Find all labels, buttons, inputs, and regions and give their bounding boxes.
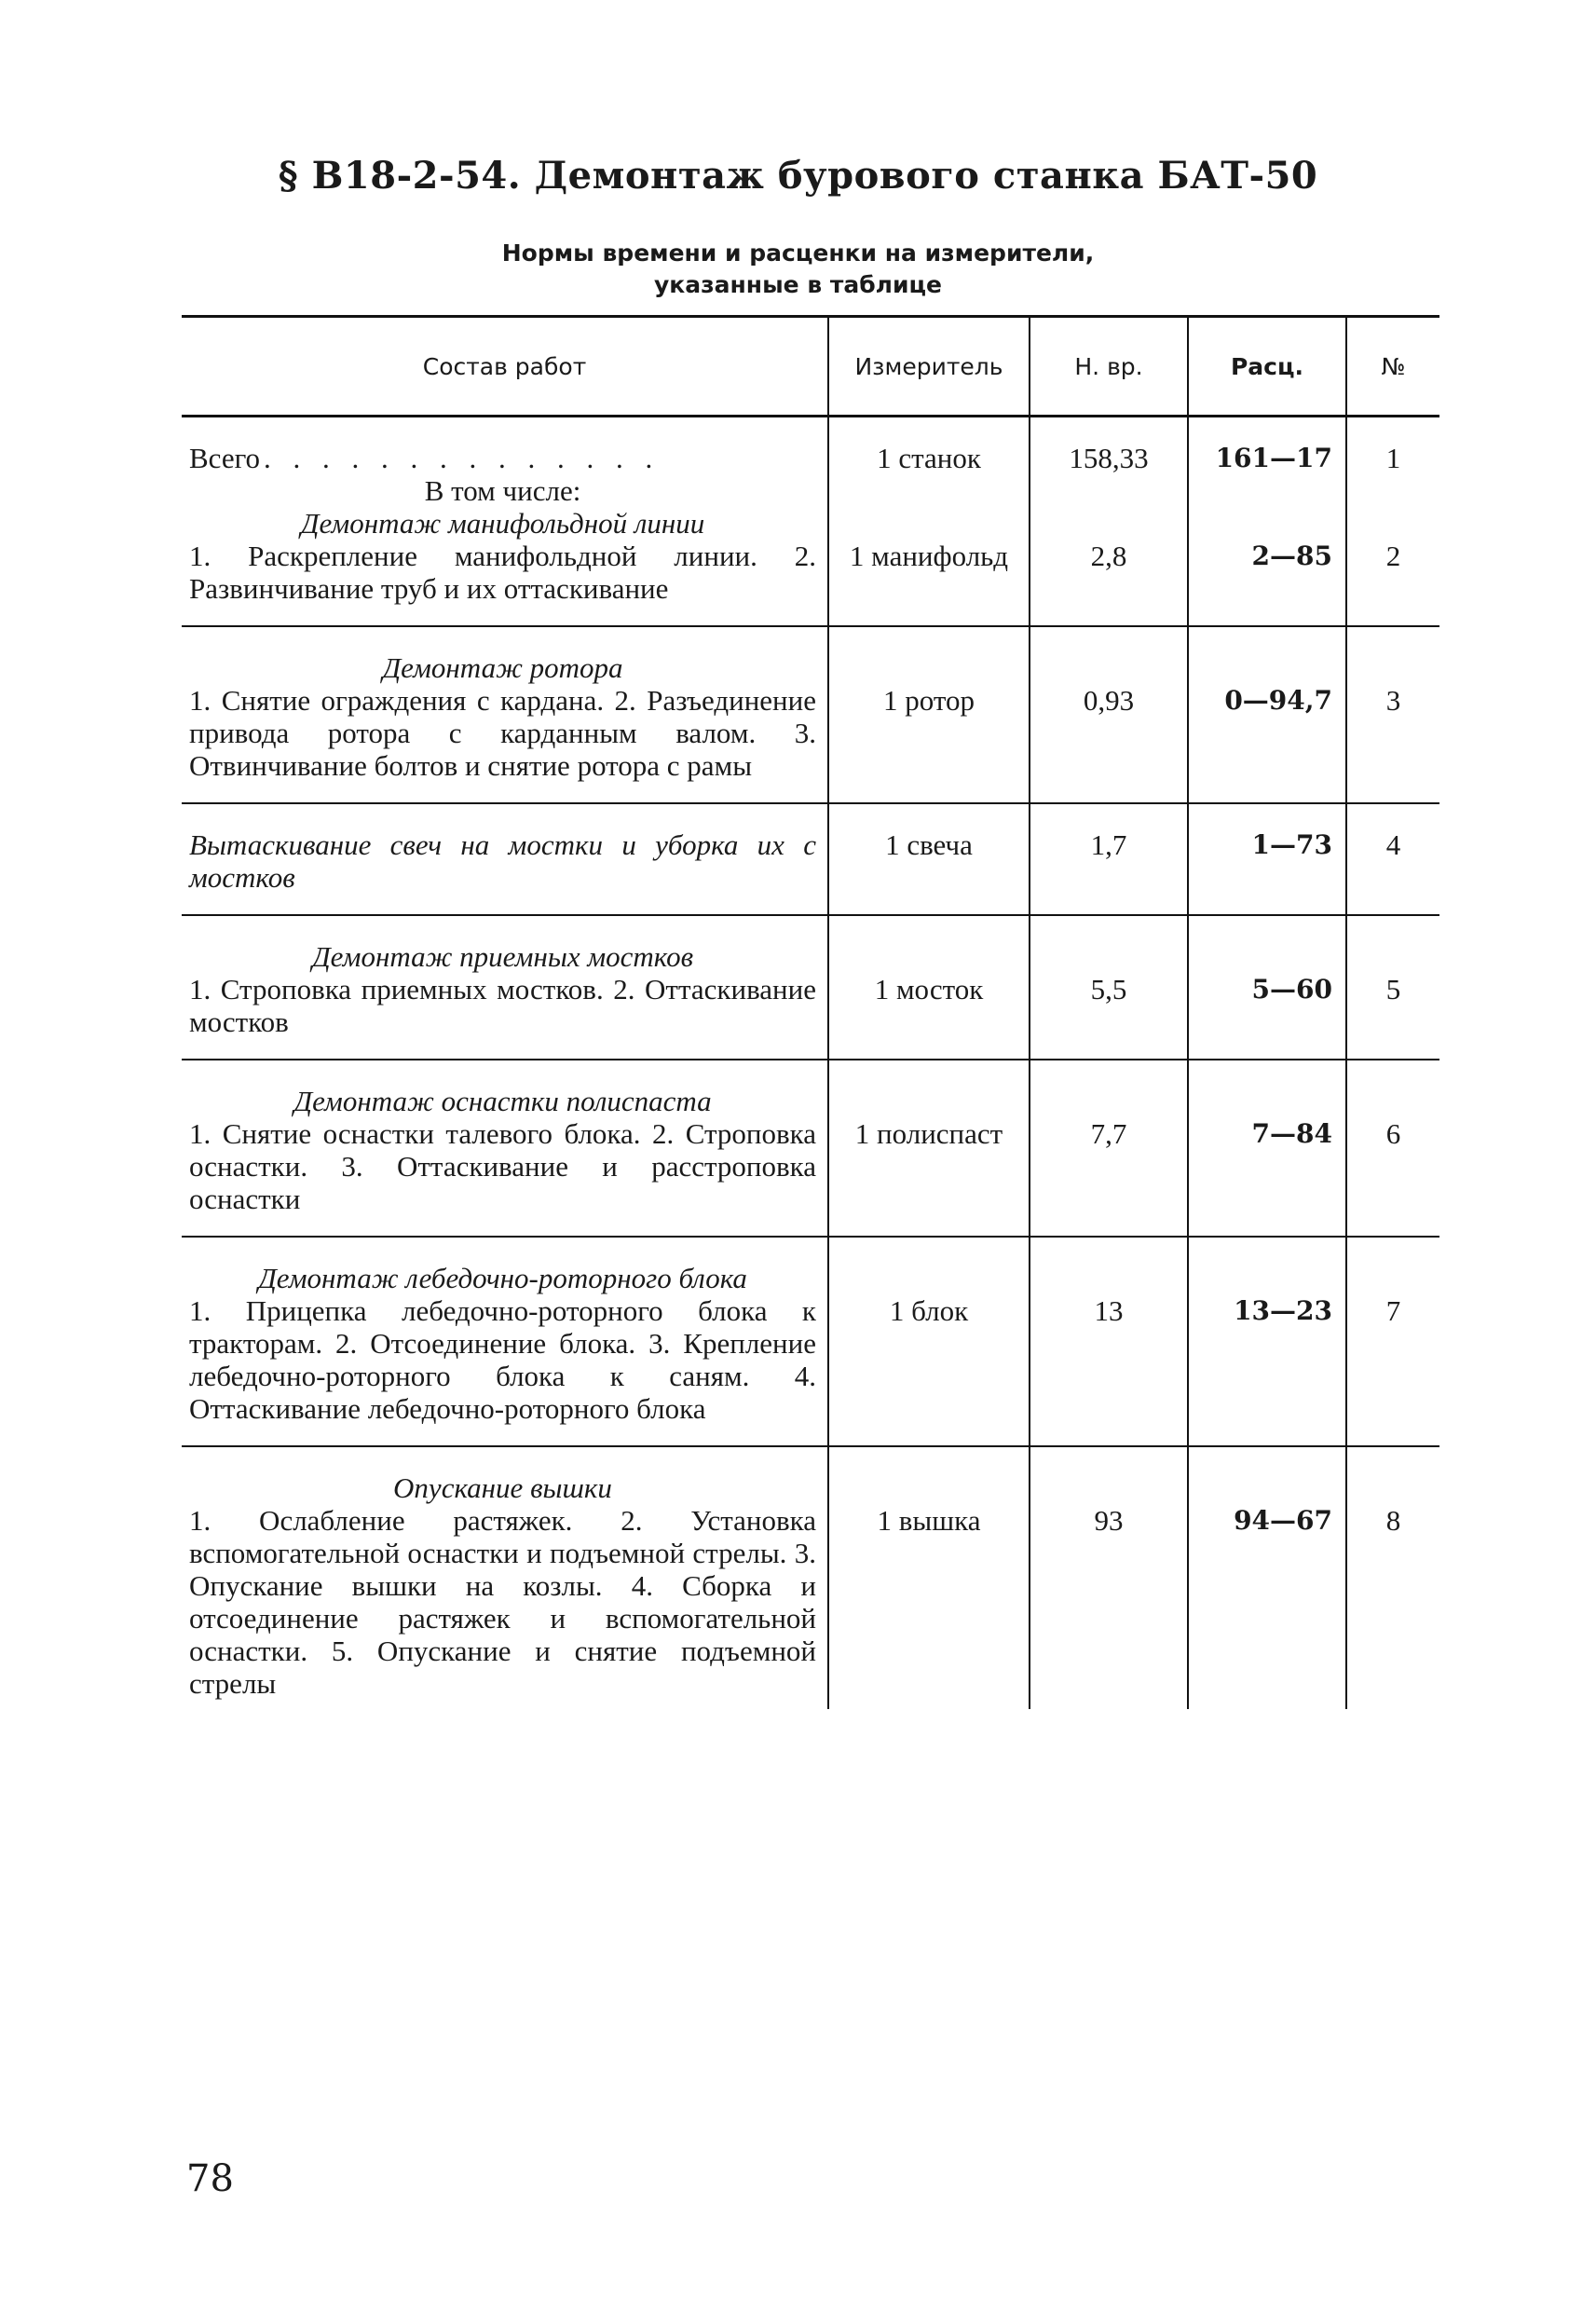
row-number-value: 6 bbox=[1385, 1117, 1401, 1150]
table-row bbox=[182, 915, 1439, 1060]
time-norm-cell bbox=[1030, 1446, 1188, 1709]
work-heading: Демонтаж лебедочно-роторного блока bbox=[258, 1262, 747, 1294]
measure-value: 1 ротор bbox=[883, 684, 975, 717]
row-number-cell bbox=[1346, 1446, 1439, 1709]
rate-value: 13—23 bbox=[1234, 1295, 1332, 1326]
rate-cell bbox=[1188, 1060, 1346, 1237]
table-row bbox=[182, 540, 1439, 626]
measure-value: 1 полиспаст bbox=[854, 1117, 1003, 1150]
row-number-cell bbox=[1346, 626, 1439, 803]
rate-cell: 2—85 bbox=[1188, 540, 1346, 626]
table-row-total bbox=[182, 417, 1439, 540]
measure-value: 1 блок bbox=[889, 1294, 969, 1327]
work-heading: Демонтаж манифольдной линии bbox=[300, 507, 705, 540]
work-heading: Опускание вышки bbox=[393, 1471, 612, 1504]
work-description: 1. Строповка приемных мостков. 2. Оттаскивание мостков bbox=[189, 973, 816, 1038]
work-heading: Демонтаж оснастки полиспаста bbox=[293, 1085, 712, 1117]
measure-value: 1 вышка bbox=[877, 1504, 981, 1537]
work-description: 1. Прицепка лебедочно-роторного блока к тракторам. 2. Отсоединение блока. 3. Крепление лебедочно-роторного блока к саням. 4. Оттаскивание лебедочно-роторного блока bbox=[189, 1294, 816, 1425]
work-heading: Демонтаж приемных мостков bbox=[311, 940, 694, 973]
row-number-cell bbox=[1346, 915, 1439, 1060]
time-norm-cell bbox=[1030, 1237, 1188, 1446]
time-norm-value: 93 bbox=[1094, 1504, 1124, 1537]
header-time-norm: Н. вр. bbox=[1030, 317, 1188, 417]
time-norm-cell bbox=[1030, 915, 1188, 1060]
table-row bbox=[182, 1237, 1439, 1446]
measure-cell bbox=[828, 626, 1030, 803]
work-cell bbox=[182, 1446, 828, 1709]
rate-value: 5—60 bbox=[1251, 974, 1332, 1005]
work-cell bbox=[182, 803, 828, 915]
table-header bbox=[182, 317, 1439, 417]
work-heading: Вытаскивание свеч на мостки и уборка их с мостков bbox=[189, 828, 816, 894]
time-norm-value: 5,5 bbox=[1090, 973, 1127, 1006]
header-number: № bbox=[1346, 317, 1439, 417]
row-number-cell: 1 bbox=[1346, 417, 1439, 540]
time-norm-value: 13 bbox=[1094, 1294, 1124, 1327]
work-cell bbox=[182, 1060, 828, 1237]
work-cell: 1. Раскрепление манифольдной линии. 2. Развинчивание труб и их оттаскивание bbox=[182, 540, 828, 626]
measure-cell bbox=[828, 1060, 1030, 1237]
work-cell bbox=[182, 417, 828, 540]
header-rate: Расц. bbox=[1188, 317, 1346, 417]
row-number-value: 7 bbox=[1385, 1294, 1401, 1327]
time-norm-value: 7,7 bbox=[1090, 1117, 1127, 1150]
measure-cell bbox=[828, 1237, 1030, 1446]
header-measure: Измеритель bbox=[828, 317, 1030, 417]
leader-dots: . . . . . . . . . . . . . . bbox=[264, 442, 661, 474]
rate-cell bbox=[1188, 1237, 1346, 1446]
row-number-cell: 2 bbox=[1346, 540, 1439, 626]
work-description: 1. Снятие ограждения с кардана. 2. Разъединение привода ротора с карданным валом. 3. Отвинчивание болтов и снятие ротора с рамы bbox=[189, 684, 816, 782]
row-number-value: 5 bbox=[1385, 973, 1401, 1006]
work-cell bbox=[182, 626, 828, 803]
row-number-cell: 4 bbox=[1346, 803, 1439, 915]
work-heading: Демонтаж ротора bbox=[382, 651, 623, 684]
rate-value: 94—67 bbox=[1234, 1505, 1332, 1536]
time-norm-cell bbox=[1030, 1060, 1188, 1237]
time-norm-cell bbox=[1030, 626, 1188, 803]
rate-cell: 161—17 bbox=[1188, 417, 1346, 540]
rate-value: 0—94,7 bbox=[1224, 685, 1332, 716]
total-label: Всего bbox=[189, 442, 261, 474]
row-number-cell bbox=[1346, 1060, 1439, 1237]
measure-cell: 1 манифольд bbox=[828, 540, 1030, 626]
measure-cell bbox=[828, 1446, 1030, 1709]
including-label: В том числе: bbox=[424, 474, 581, 507]
rate-cell bbox=[1188, 1446, 1346, 1709]
table-caption bbox=[186, 238, 1410, 301]
work-cell bbox=[182, 1237, 828, 1446]
row-number-value: 3 bbox=[1385, 684, 1401, 717]
time-norm-value: 0,93 bbox=[1083, 684, 1135, 717]
measure-value: 1 мосток bbox=[874, 973, 984, 1006]
work-description: 1. Снятие оснастки талевого блока. 2. Строповка оснастки. 3. Оттаскивание и расстроповка оснастки bbox=[189, 1117, 816, 1215]
total-line bbox=[189, 442, 816, 474]
rate-cell bbox=[1188, 626, 1346, 803]
header-work: Состав работ bbox=[182, 317, 828, 417]
time-norm-cell: 1,7 bbox=[1030, 803, 1188, 915]
row-number-cell bbox=[1346, 1237, 1439, 1446]
table-row bbox=[182, 1446, 1439, 1709]
caption-line-2: указанные в таблице bbox=[654, 271, 942, 298]
rate-value: 7—84 bbox=[1251, 1118, 1332, 1149]
rate-cell bbox=[1188, 915, 1346, 1060]
measure-cell bbox=[828, 915, 1030, 1060]
caption-line-1: Нормы времени и расценки на измерители, bbox=[501, 239, 1095, 267]
page-number: 78 bbox=[186, 2157, 234, 2200]
table-row bbox=[182, 626, 1439, 803]
work-cell bbox=[182, 915, 828, 1060]
table-row bbox=[182, 803, 1439, 915]
time-norm-cell: 158,33 bbox=[1030, 417, 1188, 540]
measure-cell: 1 свеча bbox=[828, 803, 1030, 915]
row-number-value: 8 bbox=[1385, 1504, 1401, 1537]
table-row bbox=[182, 1060, 1439, 1237]
norms-table bbox=[182, 315, 1439, 1709]
time-norm-cell: 2,8 bbox=[1030, 540, 1188, 626]
section-title: § В18-2-54. Демонтаж бурового станка БАТ-50 bbox=[278, 154, 1318, 198]
measure-cell: 1 станок bbox=[828, 417, 1030, 540]
work-description: 1. Ослабление растяжек. 2. Установка вспомогательной оснастки и подъемной стрелы. 3. Опускание вышки на козлы. 4. Сборка и отсоединение растяжек и вспомогательной оснастки. 5. Опускание и снятие подъемной стрелы bbox=[189, 1504, 816, 1700]
rate-cell: 1—73 bbox=[1188, 803, 1346, 915]
